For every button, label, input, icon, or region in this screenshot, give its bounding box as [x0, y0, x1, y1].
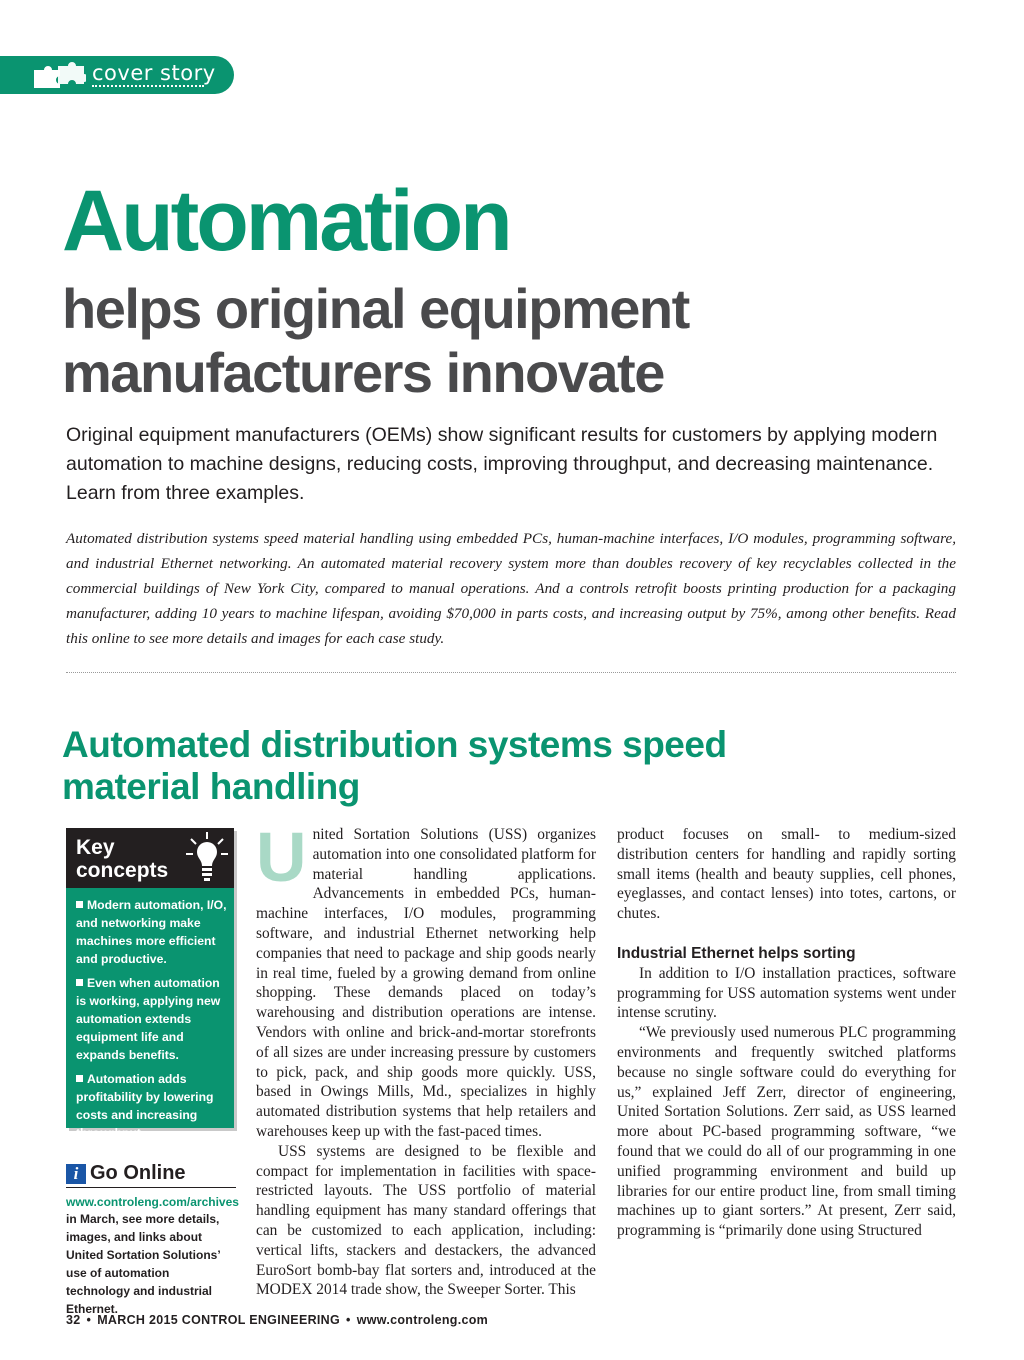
body-paragraph: USS systems are designed to be flexible and compact for implementation in facilities with space-restricted layouts. The USS portfolio of material handling equipment has many standard offerings that can be customized to each application, including: vertical lifts, stackers and destackers, the advanced EuroSort bomb-bay flat sorters and, introduced at the MODEX 2014 trade show, the Sweeper Sorter. This [256, 1142, 596, 1299]
body-paragraph: United Sortation Solutions (USS) organizes automation into one consolidated platform for material handling applications. Advancements in embedded PCs, human-machine interfaces, I/O modules, programming software, and industrial Ethernet networking help companies that need to package and ship goods nearly in real time, fueled by a growing demand from online shopping. These demands placed on today’s warehousing and distribution operations are intense. Vendors with online and brick-and-mortar storefronts of all sizes are under increasing pressure by customers to pick, pack, and ship goods more quickly. USS, based in Owings Mills, Md., specializes in highly automated distribution systems that help retailers and warehouses keep up with the fast-paced times. [256, 818, 596, 1140]
article-intro: Original equipment manufacturers (OEMs) show significant results for customers by applying modern automation to machine designs, reducing costs, improving throughput, and decreasing maintenance. Learn from three examples. [66, 424, 938, 504]
drop-cap: U [256, 818, 307, 896]
go-online-link[interactable]: www.controleng.com/archives [66, 1195, 239, 1209]
body-paragraph: “We previously used numerous PLC programming environments and frequently switched platforms because no single software could do everything for us,” explained Jeff Zerr, director of engineering, United Sortation Solutions. Zerr said, as USS learned more about PC-based programming software, “we found that we could do all of our programming in one unified programming environment and build up libraries for our entire product line, from small timing machines up to giant sorters.” At present, Zerr said, programming is “primarily done using Structured [617, 1024, 956, 1240]
body-paragraph-continued: product focuses on small- to medium-sized distribution centers for handling and rapidly sorting small items (health and beauty supplies, cell phones, eyeglasses, and contact lenses) into totes, cartons, or chutes. [617, 826, 956, 923]
info-icon: i [66, 1164, 86, 1184]
website-link[interactable]: www.controleng.com [356, 1313, 489, 1327]
page-footer: 32 • MARCH 2015 CONTROL ENGINEERING • www.controleng.com [66, 1313, 489, 1327]
body-paragraph: In addition to I/O installation practices, software programming for USS automation systems went under intense scrutiny. [617, 964, 956, 1022]
article-deck: helps original equipment manufacturers innovate [62, 277, 689, 404]
subhead: Industrial Ethernet helps sorting [617, 944, 856, 962]
issue-label: MARCH 2015 CONTROL ENGINEERING [97, 1313, 341, 1327]
section-tab-label: cover story [92, 61, 216, 85]
page-number: 32 [66, 1313, 81, 1327]
list-item: Automation adds profitability by lowering costs and increasing throughput. [76, 1072, 214, 1140]
key-concepts-title: Key concepts [76, 836, 169, 882]
puzzle-pieces-icon [30, 62, 86, 88]
go-online-title: Go Online [90, 1162, 186, 1184]
dotted-divider [66, 672, 956, 673]
go-online-header [66, 1162, 236, 1188]
article-abstract: Automated distribution systems speed material handling using embedded PCs, human-machine interfaces, I/O modules, programming software, and industrial Ethernet networking. An automated material recovery system more than doubles recovery of key recyclables collected in the commercial buildings of New York City, compared to manual operations. And a controls retrofit boosts printing production for a packaging manufacturer, adding 10 years to machine lifespan, avoiding $70,000 in parts costs, and increasing output by 75%, among other benefits. Read this online to see more details and images for each case study. [66, 530, 956, 647]
lightbulb-icon [182, 830, 232, 886]
key-concepts-box [66, 828, 234, 1140]
key-concepts-list [76, 896, 230, 1148]
key-concepts-header [66, 828, 234, 888]
list-item: Even when automation is working, applying new automation extends equipment life and expands benefits. [76, 976, 221, 1062]
section-tab [0, 56, 234, 94]
section-title: Automated distribution systems speed material handling [62, 724, 727, 807]
tab-underline [92, 85, 204, 87]
body-column-1 [256, 818, 596, 1300]
go-online-text: in March, see more details, images, and links about United Sortation Solutions’ use of automation technology and industrial Ethernet. [66, 1212, 220, 1316]
article-headline: Automation [62, 173, 510, 269]
body-column-2 [617, 825, 956, 1241]
list-item: Modern automation, I/O, and networking make machines more efficient and productive. [76, 898, 227, 966]
go-online-box [66, 1162, 239, 1318]
